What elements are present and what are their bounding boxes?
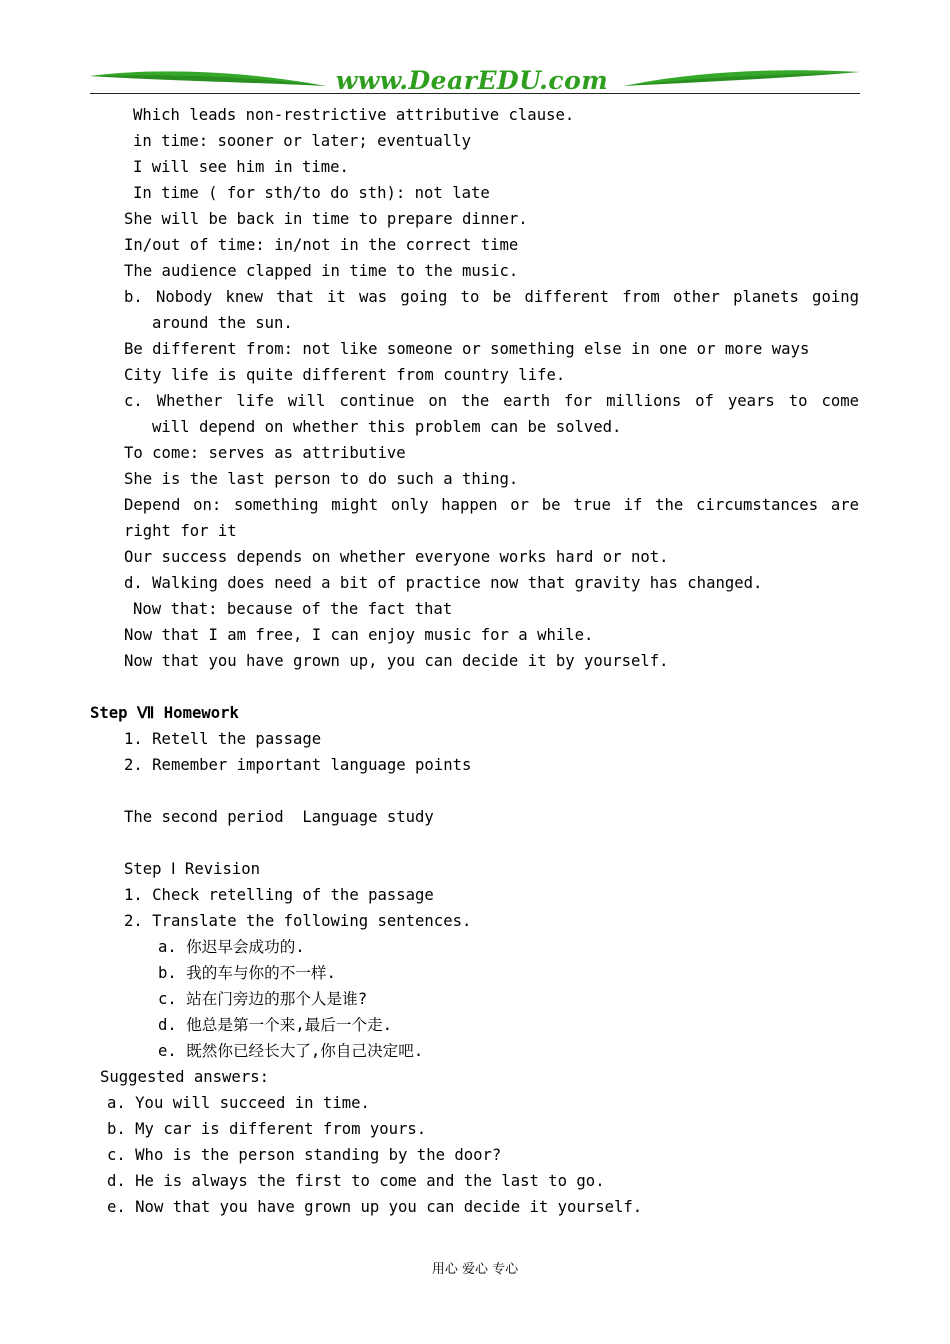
- section-heading: Step Ⅶ Homework: [90, 704, 239, 722]
- text-line: The audience clapped in time to the music.: [124, 262, 519, 280]
- text-line: will depend on whether this problem can be solved.: [152, 418, 622, 436]
- text-line: c. Whether life will continue on the earth for millions of years to come: [124, 392, 859, 410]
- text-line: She is the last person to do such a thing.: [124, 470, 519, 488]
- answer-item: c. Who is the person standing by the door?: [107, 1146, 502, 1164]
- text-line: To come: serves as attributive: [124, 444, 406, 462]
- answer-item: b. My car is different from yours.: [107, 1120, 427, 1138]
- page-footer: 用心 爱心 专心: [431, 1262, 519, 1277]
- text-line: Now that I am free, I can enjoy music for a while.: [124, 626, 594, 644]
- answer-item: e. Now that you have grown up you can decide it yourself.: [107, 1198, 643, 1216]
- text-line: Depend on: something might only happen or be true if the circumstances are: [124, 496, 859, 514]
- answer-item: a. You will succeed in time.: [107, 1094, 370, 1112]
- list-item: c. 站在门旁边的那个人是谁?: [158, 990, 368, 1008]
- site-logo[interactable]: www.DearEDU.com: [335, 66, 609, 95]
- text-line: in time: sooner or later; eventually: [133, 132, 471, 150]
- period-title: The second period Language study: [124, 808, 434, 826]
- text-line: In/out of time: in/not in the correct time: [124, 236, 519, 254]
- section-heading: Step Ⅰ Revision: [124, 860, 261, 878]
- answer-item: d. He is always the first to come and the last to go.: [107, 1172, 605, 1190]
- text-line: In time ( for sth/to do sth): not late: [133, 184, 490, 202]
- list-item: 2. Translate the following sentences.: [124, 912, 472, 930]
- text-line: around the sun.: [152, 314, 293, 332]
- text-line: She will be back in time to prepare dinner.: [124, 210, 528, 228]
- text-line: City life is quite different from country life.: [124, 366, 566, 384]
- text-line: right for it: [124, 522, 237, 540]
- text-line: Be different from: not like someone or something else in one or more ways: [124, 340, 810, 358]
- list-item: 1. Retell the passage: [124, 730, 322, 748]
- list-item: 2. Remember important language points: [124, 756, 472, 774]
- answers-heading: Suggested answers:: [100, 1068, 269, 1086]
- text-line: I will see him in time.: [133, 158, 349, 176]
- header-divider: [90, 93, 860, 94]
- text-line: Now that you have grown up, you can decide it by yourself.: [124, 652, 669, 670]
- list-item: d. 他总是第一个来,最后一个走.: [158, 1016, 393, 1034]
- text-line: Our success depends on whether everyone works hard or not.: [124, 548, 669, 566]
- page-header: [90, 62, 860, 98]
- text-line: d. Walking does need a bit of practice now that gravity has changed.: [124, 574, 763, 592]
- text-line: Which leads non-restrictive attributive clause.: [133, 106, 575, 124]
- text-line: Now that: because of the fact that: [133, 600, 453, 618]
- list-item: b. 我的车与你的不一样.: [158, 964, 336, 982]
- list-item: a. 你迟早会成功的.: [158, 938, 305, 956]
- text-line: b. Nobody knew that it was going to be different from other planets going: [124, 288, 859, 306]
- list-item: e. 既然你已经长大了,你自己决定吧.: [158, 1042, 424, 1060]
- list-item: 1. Check retelling of the passage: [124, 886, 434, 904]
